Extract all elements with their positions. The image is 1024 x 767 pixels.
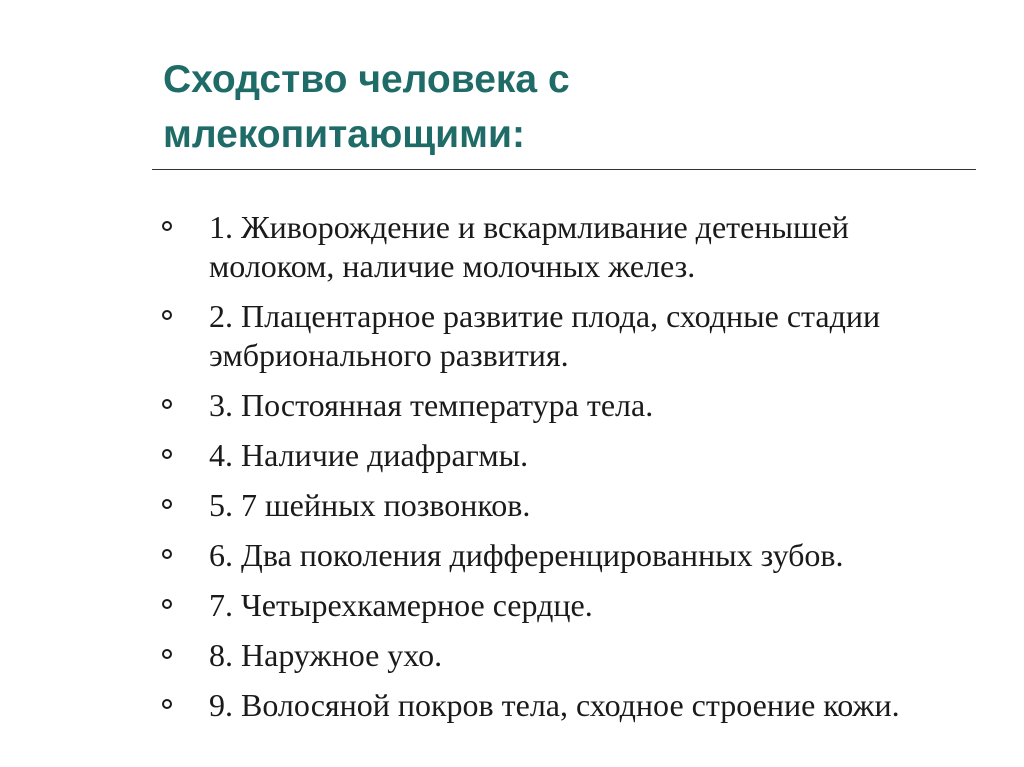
hollow-circle-bullet-icon xyxy=(162,399,172,409)
list-item-text: 5. 7 шейных позвонков. xyxy=(209,487,531,523)
hollow-circle-bullet-icon xyxy=(162,310,172,320)
list-item-text: 8. Наружное ухо. xyxy=(209,637,443,673)
list-item-text: 6. Два поколения дифференцированных зубов. xyxy=(209,537,844,573)
hollow-circle-bullet-icon xyxy=(162,449,172,459)
hollow-circle-bullet-icon xyxy=(162,549,172,559)
list-item-text: 9. Волосяной покров тела, сходное строение кожи. xyxy=(209,687,900,723)
list-item-text: 1. Живорождение и вскармливание детенышей молоком, наличие молочных желез. xyxy=(209,209,849,284)
hollow-circle-bullet-icon xyxy=(162,699,172,709)
list-item xyxy=(160,586,980,625)
list-item xyxy=(160,686,980,725)
list-item xyxy=(160,208,980,286)
list-item xyxy=(160,386,980,425)
slide-title-line-2: млекопитающими: xyxy=(163,113,525,156)
hollow-circle-bullet-icon xyxy=(162,499,172,509)
title-divider xyxy=(152,169,976,170)
list-item xyxy=(160,436,980,475)
hollow-circle-bullet-icon xyxy=(162,221,172,231)
list-item-text: 4. Наличие диафрагмы. xyxy=(209,437,529,473)
list-item xyxy=(160,536,980,575)
bullet-list xyxy=(160,208,980,736)
hollow-circle-bullet-icon xyxy=(162,599,172,609)
list-item xyxy=(160,297,980,375)
slide-title-line-1: Сходство человека с xyxy=(163,58,570,101)
list-item-text: 7. Четырехкамерное сердце. xyxy=(209,587,593,623)
slide-title xyxy=(163,52,923,162)
list-item-text: 3. Постоянная температура тела. xyxy=(209,387,654,423)
list-item xyxy=(160,636,980,675)
hollow-circle-bullet-icon xyxy=(162,649,172,659)
list-item xyxy=(160,486,980,525)
list-item-text: 2. Плацентарное развитие плода, сходные стадии эмбрионального развития. xyxy=(209,298,881,373)
